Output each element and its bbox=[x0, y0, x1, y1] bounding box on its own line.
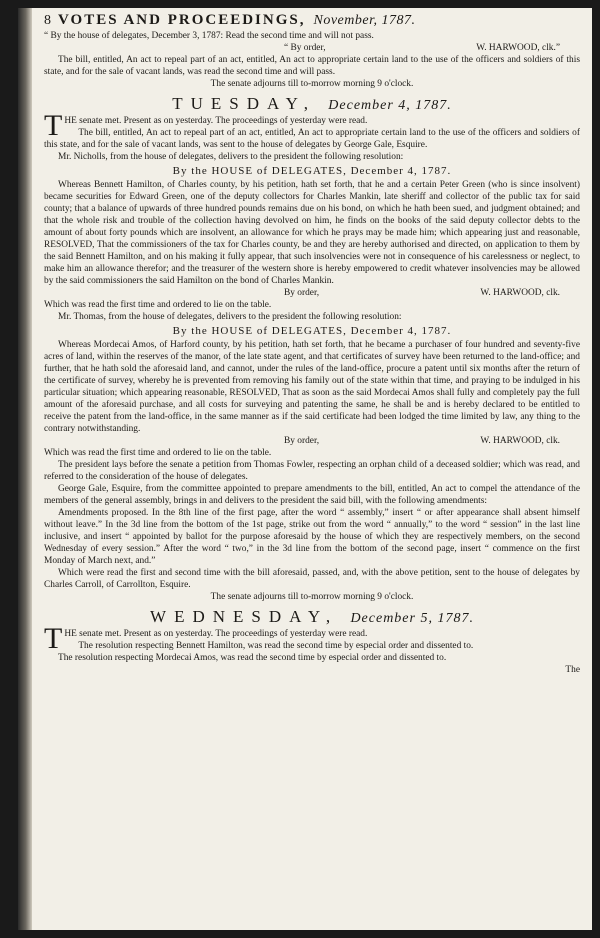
paragraph-text: HE senate met. Present as on yesterday. The proceedings of yesterday were read. bbox=[64, 116, 368, 126]
page-content bbox=[44, 14, 580, 676]
drop-cap: T bbox=[44, 622, 63, 655]
day-name: TUESDAY, bbox=[172, 94, 317, 113]
house-heading: By the HOUSE of DELEGATES, December 4, 1787. bbox=[172, 325, 452, 337]
drop-cap: T bbox=[44, 109, 63, 142]
resolution: Whereas Bennett Hamilton, of Charles county, by his petition, hath set forth, that he and a certain Peter Green (who is since insolvent) became securities for Edward Green, one of the deputy collectors for Charles Mankin, late sheriff and collector of the public tax for said county; that a balance of upwards of three hundred pounds remains due on his bond, on which he hath been sued, and judgment obtained; and that the whole risk and trouble of the collection having devolved on him, he finds on the books of the said deputy collector debts to the amount of about forty pounds which are insolvent, an allowance for which he prays may be made him; which appearing just and reasonable, RESOLVED, That the commissioners of the tax for Charles county, be and they are hereby authorised and directed, on application to them by the said Bennett Hamilton, and on his making it fully appear, that such insolvencies were not in consequence of his carelessness or neglect, to make him an allowance therefor; and the treasurer of the western shore is hereby empowered to credit whatever insolvencies may be allowed by the said commissioners the said Hamilton on the bond of Charles Mankin. bbox=[44, 180, 580, 286]
day-heading-tuesday bbox=[44, 94, 580, 113]
clerk-name: W. HARWOOD, clk. bbox=[480, 288, 560, 298]
day-heading-wednesday bbox=[44, 607, 580, 626]
paragraph: George Gale, Esquire, from the committee appointed to prepare amendments to the bill, entitled, An act to compel the attendance of the members of the general assembly, brings in and delivers to the president the said bill, with the following amendments: bbox=[44, 484, 580, 506]
paragraph: Amendments proposed. In the 8th line of the first page, after the word “ assembly,” insert “ or after appearance shall absent himself without leave.” In the 3d line from the bottom of the 1st page, strike out from the word “ annually,” to the word “ session” in the last line inclusive, and insert “ appointed by ballot for the purpose aforesaid by the house of which they are respectively members, on the second Wednesday of every session.” After the word “ two,” in the 3d line from the bottom of the second page, insert “ commence on the first Monday of March next, and.” bbox=[44, 508, 580, 566]
paragraph-text: HE senate met. Present as on yesterday. The proceedings of yesterday were read. bbox=[64, 629, 368, 639]
catchword: The bbox=[565, 665, 580, 675]
paragraph: The resolution respecting Bennett Hamilton, was read the second time by especial order and dissented to. bbox=[78, 641, 474, 651]
binding-edge bbox=[18, 8, 32, 930]
document-page bbox=[18, 8, 592, 930]
paragraph: The bill, entitled, An act to repeal part of an act, entitled, An act to appropriate certain land to the use of the officers and soldiers of this state, and for the sale of vacant lands, was sent to the house of delegates by George Gale, Esquire. bbox=[44, 128, 580, 150]
paragraph: The president lays before the senate a petition from Thomas Fowler, respecting an orphan child of a deceased soldier; which was read, and referred to the consideration of the house of delegates. bbox=[44, 460, 580, 482]
signature-block bbox=[44, 287, 580, 299]
header-title: VOTES AND PROCEEDINGS, bbox=[58, 12, 306, 28]
adjourn-line: The senate adjourns till to-morrow morning 9 o'clock. bbox=[210, 79, 414, 89]
by-order: “ By order, bbox=[284, 43, 326, 53]
signature-block bbox=[44, 42, 580, 54]
day-date: December 4, 1787. bbox=[328, 98, 452, 113]
by-order: By order, bbox=[284, 288, 320, 298]
resolution: Whereas Mordecai Amos, of Harford county, by his petition, hath set forth, that he became a purchaser of four hundred and seventy-five acres of land, within the reserves of the manor, of the late state agent, and that certificates of survey have been returned to the land-office; and further, that he hath sold the aforesaid land, and cannot, under the rules of the land-office, procure a patent until six months after the return of the certificate of survey, whereby he is prevented from removing his family out of the state within that time, and praying to be indulged in his particular situation; which appearing reasonable, RESOLVED, That as soon as the said Mordecai Amos shall fully and completely pay the full amount of the aforesaid purchase, and all costs for surveying and patenting the same, he shall be and is hereby declared to be entitled to receive the patent from the land-office, in the same manner as if the said certificate had been lodged the time limited by law, any thing to the contrary notwithstanding. bbox=[44, 340, 580, 434]
house-heading: By the HOUSE of DELEGATES, December 4, 1787. bbox=[172, 165, 452, 177]
adjourn-line: The senate adjourns till to-morrow morning 9 o'clock. bbox=[210, 592, 414, 602]
page-number: 8 bbox=[44, 13, 53, 28]
header-date: November, 1787. bbox=[313, 13, 416, 28]
signature-block bbox=[44, 435, 580, 447]
paragraph: Which was read the first time and ordered to lie on the table. bbox=[44, 448, 272, 458]
day-name: WEDNESDAY, bbox=[150, 607, 339, 626]
paragraph: Which was read the first time and ordered to lie on the table. bbox=[44, 300, 272, 310]
running-header bbox=[44, 14, 580, 27]
paragraph: Mr. Thomas, from the house of delegates, delivers to the president the following resolution: bbox=[58, 312, 402, 322]
paragraph: The resolution respecting Mordecai Amos, was read the second time by especial order and dissented to. bbox=[58, 653, 447, 663]
top-line: “ By the house of delegates, December 3, 1787: Read the second time and will not pass. bbox=[44, 31, 374, 41]
by-order: By order, bbox=[284, 436, 320, 446]
clerk-name: W. HARWOOD, clk.” bbox=[476, 43, 560, 53]
paragraph: Mr. Nicholls, from the house of delegates, delivers to the president the following resolution: bbox=[58, 152, 404, 162]
paragraph: Which were read the first and second time with the bill aforesaid, passed, and, with the above petition, sent to the house of delegates by Charles Carroll, of Carrollton, Esquire. bbox=[44, 568, 580, 590]
day-date: December 5, 1787. bbox=[350, 611, 474, 626]
clerk-name: W. HARWOOD, clk. bbox=[480, 436, 560, 446]
paragraph: The bill, entitled, An act to repeal part of an act, entitled, An act to appropriate certain land to the use of the officers and soldiers of this state, and for the sale of vacant lands, was read the second time and will pass. bbox=[44, 55, 580, 77]
